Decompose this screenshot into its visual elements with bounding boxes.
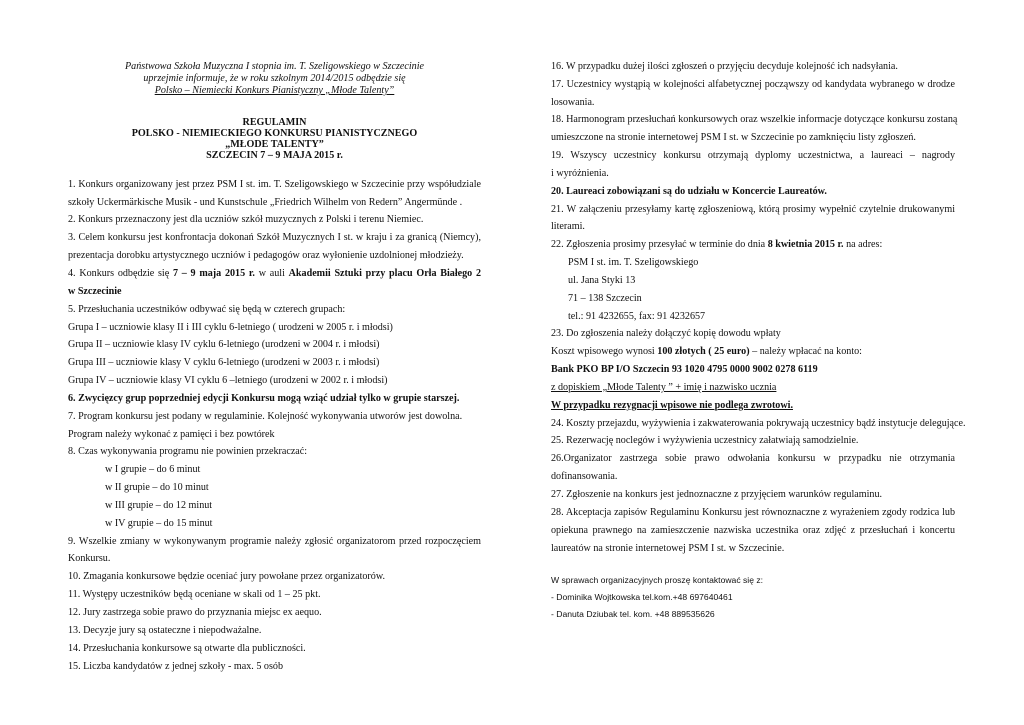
rule-line: 18. Harmonogram przesłuchań konkursowych oraz wszelkie informacje dotyczące konkursu zostaną bbox=[551, 114, 958, 125]
rule-line: 11. Występy uczestników będą oceniane w skali od 1 – 25 pkt. bbox=[68, 589, 321, 600]
rule-line: 26.Organizator zastrzega sobie prawo odwołania konkursu w przypadku nie otrzymania bbox=[551, 453, 955, 464]
rule-line: 3. Celem konkursu jest konfrontacja dokonań Szkół Muzycznych I st. w kraju i za granicą (Niemcy), bbox=[68, 232, 481, 243]
group-line: Grupa III – uczniowie klasy V cyklu 6-letniego (urodzeni w 2003 r. i młodsi) bbox=[68, 357, 380, 368]
rule-line: 21. W załączeniu przesyłamy kartę zgłoszeniową, którą prosimy wypełnić czytelnie drukowanymi bbox=[551, 204, 955, 215]
address-line: 71 – 138 Szczecin bbox=[568, 293, 642, 304]
rule-line: 17. Uczestnicy wystąpią w kolejności alfabetycznej począwszy od kandydata wybranego w drodze bbox=[551, 79, 955, 90]
rule-line: losowania. bbox=[551, 97, 595, 108]
rule-line: 19. Wszyscy uczestnicy konkursu otrzymają dyplomy uczestnictwa, a laureaci – nagrody bbox=[551, 150, 955, 161]
fee-line: Koszt wpisowego wynosi 100 złotych ( 25 euro) – należy wpłacać na konto: bbox=[551, 346, 862, 357]
rule-line: 9. Wszelkie zmiany w wykonywanym programie należy zgłosić organizatorom przed rozpoczęciem bbox=[68, 536, 481, 547]
rule-line: 25. Rezerwację noclegów i wyżywienia uczestnicy załatwiają samodzielnie. bbox=[551, 435, 859, 446]
rule-line: 20. Laureaci zobowiązani są do udziału w Koncercie Laureatów. bbox=[551, 186, 827, 197]
rule-line: 2. Konkurs przeznaczony jest dla uczniów szkół muzycznych z Polski i terenu Niemiec. bbox=[68, 214, 424, 225]
rule-line: literami. bbox=[551, 221, 585, 232]
rule-line: 22. Zgłoszenia prosimy przesyłać w terminie do dnia 8 kwietnia 2015 r. na adres: bbox=[551, 239, 883, 250]
rule-line: 27. Zgłoszenie na konkurs jest jednoznaczne z przyjęciem warunków regulaminu. bbox=[551, 489, 883, 500]
rule-line: Program należy wykonać z pamięci i bez powtórek bbox=[68, 429, 275, 440]
rule-line: 16. W przypadku dużej ilości zgłoszeń o przyjęciu decyduje kolejność ich nadsyłania. bbox=[551, 61, 898, 72]
rule-line: 5. Przesłuchania uczestników odbywać się będą w czterech grupach: bbox=[68, 304, 346, 315]
rule-line: 10. Zmagania konkursowe będzie oceniać jury powołane przez organizatorów. bbox=[68, 571, 385, 582]
rule-line: 8. Czas wykonywania programu nie powinien przekraczać: bbox=[68, 446, 308, 457]
regulation-title: REGULAMIN bbox=[242, 117, 307, 128]
time-limit-line: w II grupie – do 10 minut bbox=[105, 482, 209, 493]
rule-line: i wyróżnienia. bbox=[551, 168, 609, 179]
rule-line: 24. Koszty przejazdu, wyżywienia i zakwaterowania pokrywają uczestnicy bądź instytucje delegujące. bbox=[551, 418, 966, 429]
rule-line: 15. Liczba kandydatów z jednej szkoły - max. 5 osób bbox=[68, 661, 283, 672]
school-intro-line-2: uprzejmie informuje, że w roku szkolnym 2014/2015 odbędzie się bbox=[143, 73, 406, 84]
group-line: Grupa IV – uczniowie klasy VI cyklu 6 –letniego (urodzeni w 2002 r. i młodsi) bbox=[68, 375, 388, 386]
rule-line: 6. Zwycięzcy grup poprzedniej edycji Konkursu mogą wziąć udział tylko w grupie starszej. bbox=[68, 393, 460, 404]
group-line: Grupa I – uczniowie klasy II i III cyklu 6-letniego ( urodzeni w 2005 r. i młodsi) bbox=[68, 322, 393, 333]
group-line: Grupa II – uczniowie klasy IV cyklu 6-letniego (urodzeni w 2004 r. i młodsi) bbox=[68, 339, 380, 350]
rule-line: 13. Decyzje jury są ostateczne i niepodważalne. bbox=[68, 625, 262, 636]
address-line: ul. Jana Styki 13 bbox=[568, 275, 636, 286]
bank-account-line: Bank PKO BP I/O Szczecin 93 1020 4795 0000 9002 0278 6119 bbox=[551, 364, 818, 375]
time-limit-line: w III grupie – do 12 minut bbox=[105, 500, 213, 511]
contact-person-2: - Danuta Dziubak tel. kom. +48 889535626 bbox=[551, 609, 715, 619]
contact-intro: W sprawach organizacyjnych proszę kontaktować się z: bbox=[551, 575, 764, 585]
address-line: PSM I st. im. T. Szeligowskiego bbox=[568, 257, 699, 268]
rule-line: prezentacja dorobku artystycznego uczniów i pedagogów oraz wyłonienie uzdolnionej młodzieży. bbox=[68, 250, 464, 261]
rule-line: 14. Przesłuchania konkursowe są otwarte dla publiczności. bbox=[68, 643, 306, 654]
rule-line: 28. Akceptacja zapisów Regulaminu Konkursu jest równoznaczne z wyrażeniem zgody rodzica lub bbox=[551, 507, 955, 518]
rule-line: 1. Konkurs organizowany jest przez PSM I st. im. T. Szeligowskiego w Szczecinie przy współudziale bbox=[68, 179, 481, 190]
transfer-note-line: z dopiskiem „Młode Talenty ” + imię i nazwisko ucznia bbox=[551, 382, 777, 393]
contact-person-1: - Dominika Wojtkowska tel.kom.+48 697640461 bbox=[551, 592, 733, 602]
rule-line: 23. Do zgłoszenia należy dołączyć kopię dowodu wpłaty bbox=[551, 328, 781, 339]
rule-line: Konkursu. bbox=[68, 553, 111, 564]
competition-date: SZCZECIN 7 – 9 MAJA 2015 r. bbox=[206, 150, 343, 161]
rule-line: opiekuna prawnego na zamieszczenie nazwiska uczestnika oraz zdjęć z przesłuchań i koncertu bbox=[551, 525, 955, 536]
rule-line: 12. Jury zastrzega sobie prawo do przyznania miejsc ex aequo. bbox=[68, 607, 322, 618]
rule-line: 4. Konkurs odbędzie się 7 – 9 maja 2015 r. w auli Akademii Sztuki przy placu Orła Białego 2 bbox=[68, 268, 482, 279]
school-intro-line-1: Państwowa Szkoła Muzyczna I stopnia im. T. Szeligowskiego w Szczecinie bbox=[125, 61, 424, 72]
rule-line: w Szczecinie bbox=[68, 286, 122, 297]
rule-line: szkoły Uckermärkische Musik - und Kunstschule „Friedrich Wilhelm von Redern” Angermünde . bbox=[68, 197, 463, 208]
competition-motto: „MŁODE TALENTY” bbox=[225, 139, 324, 150]
school-intro-line-3: Polsko – Niemiecki Konkurs Pianistyczny „Młode Talenty” bbox=[154, 85, 395, 96]
address-line: tel.: 91 4232655, fax: 91 4232657 bbox=[568, 311, 706, 322]
no-refund-line: W przypadku rezygnacji wpisowe nie podlega zwrotowi. bbox=[551, 400, 793, 411]
rule-line: umieszczone na stronie internetowej PSM I st. w Szczecinie po zamknięciu listy zgłoszeń. bbox=[551, 132, 916, 143]
rule-line: 7. Program konkursu jest podany w regulaminie. Kolejność wykonywania utworów jest dowolna. bbox=[68, 411, 463, 422]
time-limit-line: w IV grupie – do 15 minut bbox=[105, 518, 213, 529]
rule-line: laureatów na stronie internetowej PSM I st. w Szczecinie. bbox=[551, 543, 785, 554]
rule-line: dofinansowania. bbox=[551, 471, 618, 482]
competition-name: POLSKO - NIEMIECKIEGO KONKURSU PIANISTYCZNEGO bbox=[131, 128, 418, 139]
time-limit-line: w I grupie – do 6 minut bbox=[105, 464, 201, 475]
